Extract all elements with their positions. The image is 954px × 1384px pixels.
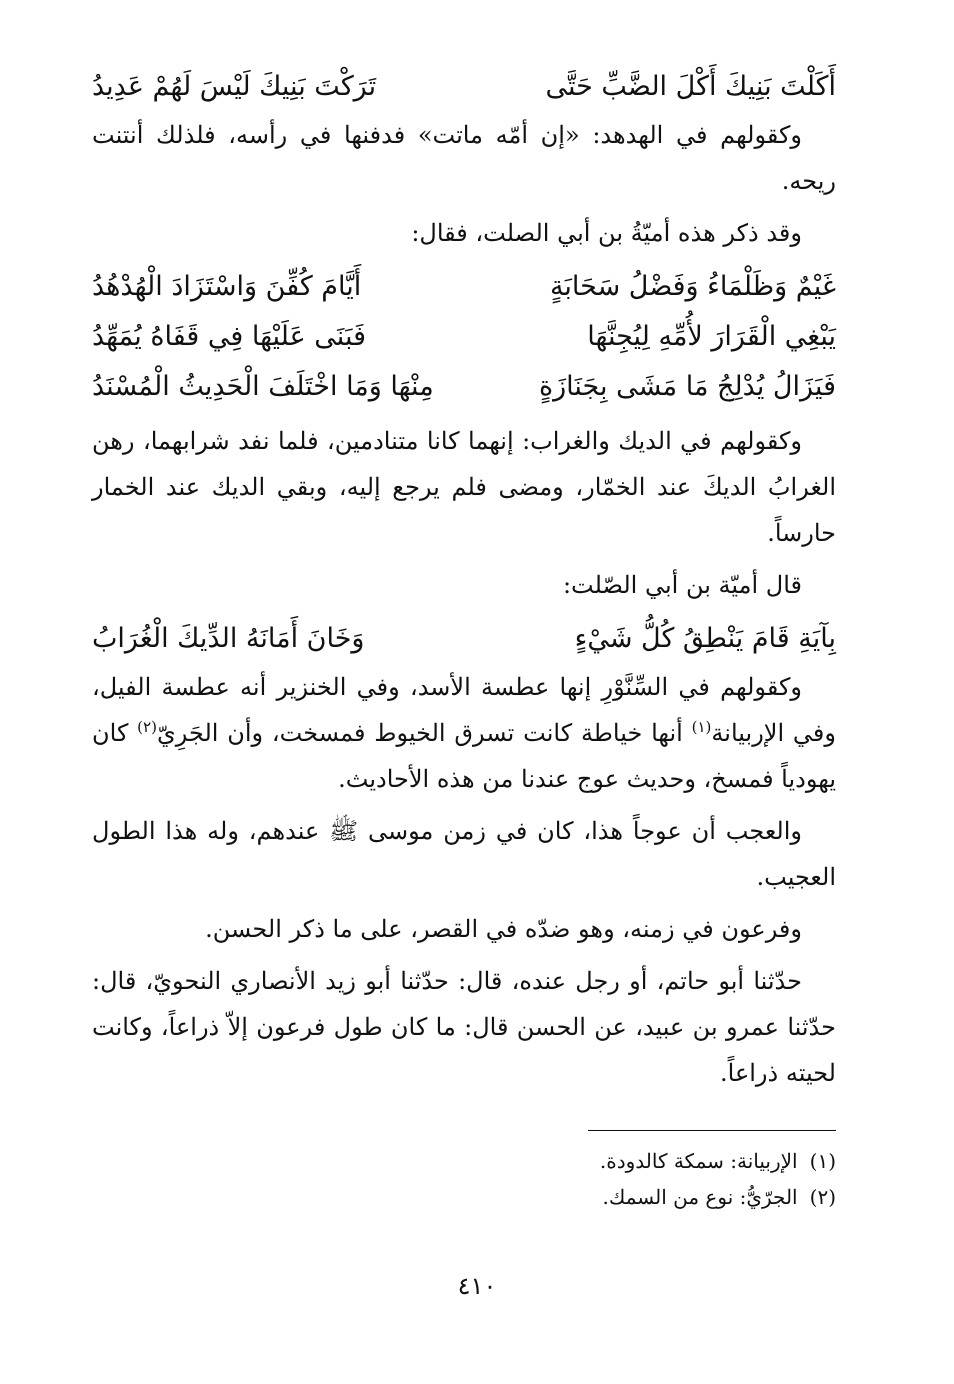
paragraph-oj: والعجب أن عوجاً هذا، كان في زمن موسى ﷺ عندهم، وله هذا الطول العجيب. [92, 817, 836, 891]
paragraph-hadith: حدّثنا أبو حاتم، أو رجل عنده، قال: حدّثنا أبو زيد الأنصاري النحويّ، قال: حدّثنا عمرو بن عبيد، عن الحسن قال: ما كان طول فرعون إلاّ ذراعاً، وكانت لحيته ذراعاً. [92, 967, 836, 1087]
paragraph-umayya-intro: وقد ذكر هذه أميّةُ بن أبي الصلت، فقال: [411, 219, 802, 247]
verse-second-hemistich: أَيَّامَ كُفِّنَ وَاسْتَزَادَ الْهُدْهُدُ [92, 271, 362, 302]
page-number: ٤١٠ [457, 1272, 497, 1300]
footnote-text: الجرّيُّ: نوع من السمك. [602, 1185, 798, 1209]
verse-first-hemistich: أَكَلْتَ بَنِيكَ أَكْلَ الضَّبِّ حَتَّى [545, 71, 836, 102]
verse-first-hemistich: بِآيَةِ قَامَ يَنْطِقُ كُلُّ شَيْءٍ [574, 623, 836, 654]
paragraph-text: كان يهودياً فمسخ، وحديث عوج عندنا من هذه الأحاديث. [92, 719, 836, 793]
paragraph-rooster-crow: وكقولهم في الديك والغراب: إنهما كانا متنادمين، فلما نفد شرابهما، رهن الغرابُ الديكَ عند الخمّار، ومضى فلم يرجع إليه، وبقي الديك عند الخمار حارساً. [92, 427, 836, 547]
footnote [92, 1143, 836, 1179]
verse-line [92, 262, 836, 312]
verse-line [92, 62, 836, 112]
verse-second-hemistich: تَرَكْتَ بَنِيكَ لَيْسَ لَهُمْ عَدِيدُ [92, 71, 377, 102]
verse-first-hemistich: يَبْغِي الْقَرَارَ لأُمِّهِ لِيُجِنَّهَا [587, 321, 836, 352]
paragraph-umayya-intro-2: قال أميّة بن أبي الصّلت: [562, 571, 802, 599]
footnote-text: الإربيانة: سمكة كالدودة. [599, 1149, 798, 1173]
paragraph-cat-pig [92, 664, 836, 802]
verses-group [92, 262, 836, 412]
verse-second-hemistich: مِنْهَا وَمَا اخْتَلَفَ الْحَدِيثُ الْمُسْنَدُ [92, 371, 434, 402]
footnote-ref-1: (١) [691, 718, 712, 736]
verse-second-hemistich: وَخَانَ أَمَانَهُ الدِّيكَ الْغُرَابُ [92, 623, 365, 654]
paragraph-pharaoh: وفرعون في زمنه، وهو ضدّه في القصر، على ما ذكر الحسن. [205, 915, 802, 943]
verse-line [92, 614, 836, 664]
verse-second-hemistich: فَبَنَى عَلَيْهَا فِي قَفَاهُ يُمَهِّدُ [92, 321, 366, 352]
paragraph-text: وكقولهم في السِّنَّوْرِ إنها عطسة الأسد، وفي الخنزير أنه عطسة الفيل، وفي الإربيانة [92, 673, 836, 747]
verse-line [92, 312, 836, 362]
footnote-number: (١) [809, 1149, 836, 1173]
paragraph-text: أنها خياطة كانت تسرق الخيوط فمسخت، وأن الجَرِيّ [156, 719, 692, 747]
verse-first-hemistich: غَيْمٌ وَظَلْمَاءُ وَفَضْلُ سَحَابَةٍ [549, 271, 836, 302]
paragraph-hoopoe: وكقولهم في الهدهد: «إن أمّه ماتت» فدفنها في رأسه، فلذلك أنتنت ريحه. [92, 121, 836, 195]
footnote-number: (٢) [809, 1185, 836, 1209]
footnote-ref-2: (٢) [137, 718, 157, 736]
footnote [92, 1179, 836, 1215]
verse-first-hemistich: فَيَزَالُ يُدْلِجُ مَا مَشَى بِجَنَازَةٍ [539, 371, 836, 402]
verse-line [92, 362, 836, 412]
footnote-divider [588, 1130, 836, 1131]
